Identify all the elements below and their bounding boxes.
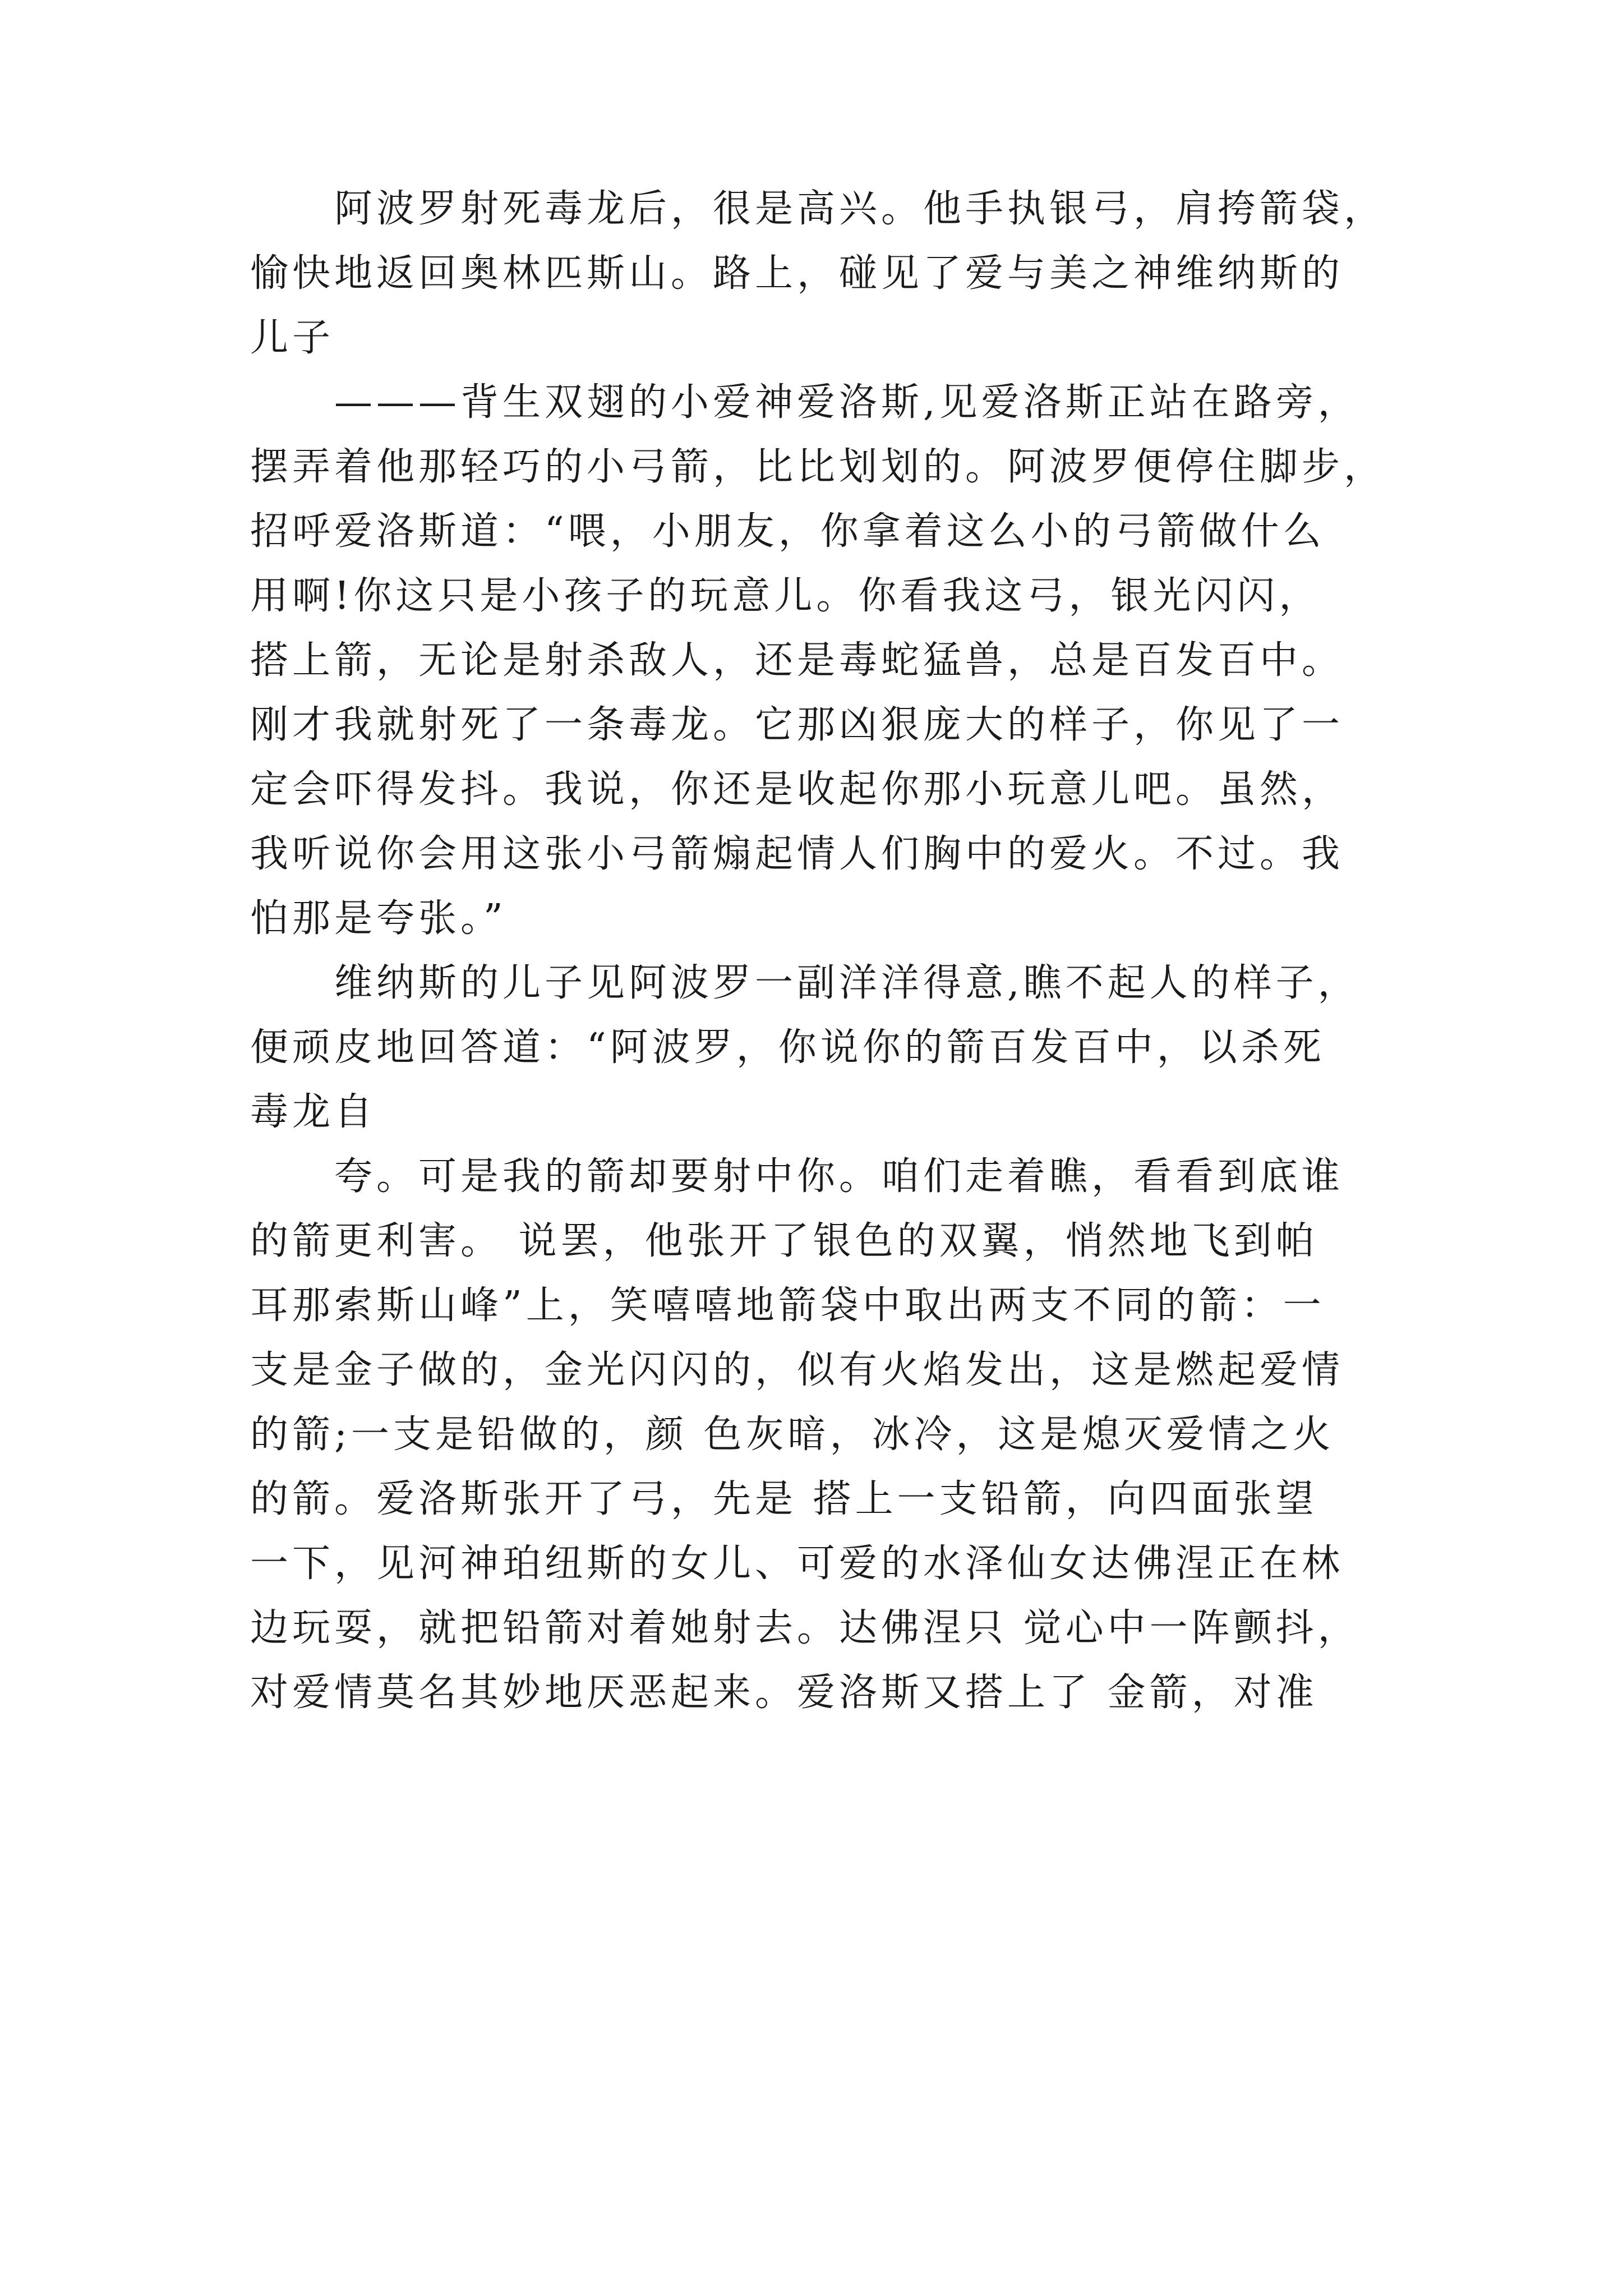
text-line: 一下，见河神珀纽斯的女儿、可爱的水泽仙女达佛涅正在林 [250, 1542, 1344, 1586]
text-line: 便顽皮地回答道：“阿波罗，你说你的箭百发百中，以杀死 [250, 1025, 1325, 1070]
text-line: 刚才我就射死了一条毒龙。它那凶狠庞大的样子，你见了一 [250, 703, 1344, 747]
text-line: 招呼爱洛斯道：“喂，小朋友，你拿着这么小的弓箭做什么 [250, 509, 1325, 554]
text-line: 怕那是夸张。” [250, 896, 507, 941]
text-line: 耳那索斯山峰”上，笑嘻嘻地箭袋中取出两支不同的箭：一 [250, 1283, 1325, 1328]
text-line: 愉快地返回奥林匹斯山。路上，碰见了爱与美之神维纳斯的 [250, 251, 1344, 296]
text-line: 维纳斯的儿子见阿波罗一副洋洋得意,瞧不起人的样子， [334, 961, 1360, 1005]
text-line: 搭上箭，无论是射杀敌人，还是毒蛇猛兽，总是百发百中。 [250, 638, 1344, 683]
text-line: 的箭更利害。 说罢，他张开了银色的双翼，悄然地飞到帕 [250, 1219, 1318, 1263]
text-line: 的箭。爱洛斯张开了弓，先是 搭上一支铅箭，向四面张望 [250, 1477, 1318, 1521]
text-line: 儿子 [250, 316, 335, 360]
text-line: 用啊!你这只是小孩子的玩意儿。你看我这弓，银光闪闪， [250, 574, 1321, 618]
text-line: 夸。可是我的箭却要射中你。咱们走着瞧，看看到底谁 [334, 1154, 1344, 1199]
text-line: 定会吓得发抖。我说，你还是收起你那小玩意儿吧。虽然， [250, 767, 1344, 812]
text-line: ———背生双翅的小爱神爱洛斯,见爱洛斯正站在路旁， [334, 380, 1360, 425]
text-line: 的箭;一支是铅做的，颜 色灰暗，冰冷，这是熄灭爱情之火 [250, 1412, 1335, 1457]
text-line: 毒龙自 [250, 1090, 377, 1134]
text-line: 支是金子做的，金光闪闪的，似有火焰发出，这是燃起爱情 [250, 1348, 1344, 1392]
text-line: 边玩耍，就把铅箭对着她射去。达佛涅只 觉心中一阵颤抖， [250, 1606, 1360, 1650]
document-body [250, 177, 1386, 1725]
text-line: 我听说你会用这张小弓箭煽起情人们胸中的爱火。不过。我 [250, 832, 1344, 876]
text-line: 阿波罗射死毒龙后，很是高兴。他手执银弓，肩挎箭袋， [334, 187, 1386, 231]
text-line: 对爱情莫名其妙地厌恶起来。爱洛斯又搭上了 金箭，对准 [250, 1671, 1318, 1715]
text-line: 摆弄着他那轻巧的小弓箭，比比划划的。阿波罗便停住脚步， [250, 445, 1386, 489]
